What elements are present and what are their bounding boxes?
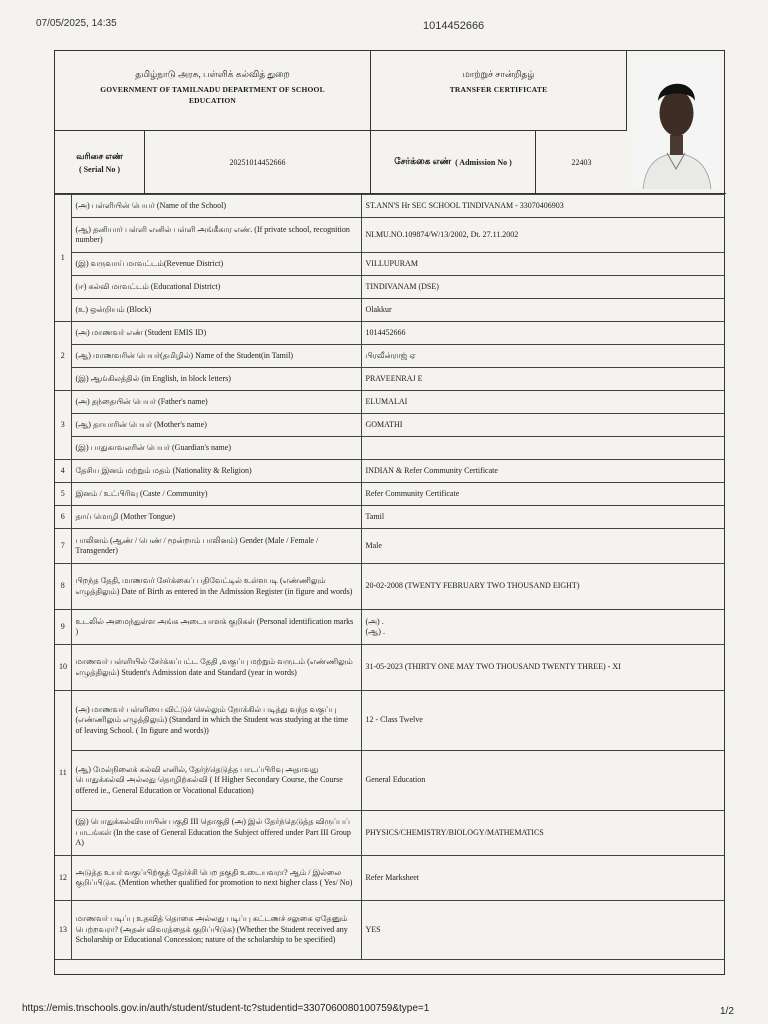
row-number: 1 xyxy=(55,195,71,322)
admission-label-english: ( Admission No ) xyxy=(455,157,512,167)
table-row xyxy=(55,610,724,645)
table-row xyxy=(55,276,724,299)
row-label: மாணவர் பள்ளியில் சேர்க்கப்பட்ட தேதி ,வகுப்பு மற்றும் வருடம் (எண்ணிலும் எழுத்திலும்) Student's Admission date and Standard (year in words) xyxy=(71,645,361,691)
print-doc-id: 1014452666 xyxy=(423,20,485,32)
row-number: 7 xyxy=(55,529,71,564)
row-value: பிரவீன்ராஜ் ஏ xyxy=(361,345,724,368)
row-value: 31-05-2023 (THIRTY ONE MAY TWO THOUSAND TWENTY THREE) - XI xyxy=(361,645,724,691)
print-page-number: 1/2 xyxy=(720,1006,734,1017)
table-row xyxy=(55,345,724,368)
serial-label xyxy=(55,131,145,193)
row-number: 13 xyxy=(55,901,71,960)
row-value: ELUMALAI xyxy=(361,391,724,414)
row-value: PRAVEENRAJ E xyxy=(361,368,724,391)
row-number: 10 xyxy=(55,645,71,691)
row-label: (இ) பொதுக்கல்வியாயின் பகுதி III தொகுதி (அ) இல் தேர்ந்தெடுத்த விருப்பப் பாடங்கள் (In the case of General Education the Subject offered under Part III Group A) xyxy=(71,811,361,856)
row-value: Tamil xyxy=(361,506,724,529)
serial-row xyxy=(55,131,627,194)
row-value: 12 - Class Twelve xyxy=(361,691,724,751)
table-row xyxy=(55,253,724,276)
row-value: Refer Community Certificate xyxy=(361,483,724,506)
print-url: https://emis.tnschools.gov.in/auth/student/student-tc?studentid=3307060080100759&type=1 xyxy=(22,1003,430,1014)
serial-label-tamil: வரிசை எண் xyxy=(76,150,123,161)
table-row xyxy=(55,645,724,691)
row-number: 4 xyxy=(55,460,71,483)
admission-label xyxy=(371,131,536,193)
row-label: மாணவர் படிப்பு உதவித் தொகை அல்லது படிப்பு கட்டணச் சலுகை ஏதேனும் பெற்றவரா? (அதன் விவரத்தைக் குறிப்பிடுக) (Whether the Student received any Scholarship or Educational Concession; nature of the scholarship to be specified) xyxy=(71,901,361,960)
row-label: (அ) தந்தையின் பெயர் (Father's name) xyxy=(71,391,361,414)
row-value xyxy=(361,437,724,460)
table-row xyxy=(55,751,724,811)
department-header xyxy=(55,51,371,131)
row-label: (ஆ) தனியார் பள்ளி எனில் பள்ளி அங்கீகார எண். (If private school, recognition number) xyxy=(71,218,361,253)
row-value: 20-02-2008 (TWENTY FEBRUARY TWO THOUSAND EIGHT) xyxy=(361,564,724,610)
student-photo xyxy=(627,51,726,194)
table-row xyxy=(55,483,724,506)
table-row xyxy=(55,322,724,345)
certificate-sheet xyxy=(54,50,725,975)
admission-label-tamil: சேர்க்கை எண் xyxy=(394,156,452,166)
row-value: Olakkur xyxy=(361,299,724,322)
row-label: பாலினம் (ஆண் / பெண் / மூன்றாம் பாலினம்) Gender (Male / Female / Transgender) xyxy=(71,529,361,564)
row-label: (ஆ) மேல்நிலைக் கல்வி எனில், தேர்ந்தெடுத்த பாடப்பிரிவு அதாவது பொதுக்கல்வி அல்லது தொழிற்கல்வி ( If Higher Secondary Course, the Course offered ie., General Education or Vocational Education) xyxy=(71,751,361,811)
row-value: General Education xyxy=(361,751,724,811)
table-row xyxy=(55,811,724,856)
row-number: 5 xyxy=(55,483,71,506)
row-label: (இ) பாதுகாவலரின் பெயர் (Guardian's name) xyxy=(71,437,361,460)
table-row xyxy=(55,460,724,483)
admission-value xyxy=(536,131,627,193)
row-label: அடுத்த உயர் வகுப்பிற்குத் தேர்ச்சி பெற தகுதி உடையவரா? ஆம் / இல்லை குறிப்பிடுக. (Mention whether qualified for promotion to next higher class ( Yes/ No) xyxy=(71,856,361,901)
row-number: 11 xyxy=(55,691,71,856)
row-label: (உ) ஒன்றியம் (Block) xyxy=(71,299,361,322)
serial-value xyxy=(145,131,371,193)
table-row xyxy=(55,856,724,901)
table-row xyxy=(55,564,724,610)
row-label: தாய் மொழி (Mother Tongue) xyxy=(71,506,361,529)
table-row xyxy=(55,506,724,529)
row-value: GOMATHI xyxy=(361,414,724,437)
row-number: 3 xyxy=(55,391,71,460)
row-value: Male xyxy=(361,529,724,564)
table-row xyxy=(55,437,724,460)
department-english-2: EDUCATION xyxy=(188,96,237,105)
table-row xyxy=(55,218,724,253)
row-value: INDIAN & Refer Community Certificate xyxy=(361,460,724,483)
row-label: தேசிய இனம் மற்றும் மதம் (Nationality & Religion) xyxy=(71,460,361,483)
print-datetime: 07/05/2025, 14:35 xyxy=(36,18,117,29)
table-row xyxy=(55,901,724,960)
row-label: (இ) ஆங்கிலத்தில் (in English, in block letters) xyxy=(71,368,361,391)
row-label: (அ) மாணவர் பள்ளியை விட்டுச் செல்லும் நோக்கில் படித்து வந்த வகுப்பு (எண்ணிலும் எழுத்திலும்) (Standard in which the Student was studying at the time of leaving School. ( In figure and words)) xyxy=(71,691,361,751)
row-value: Refer Marksheet xyxy=(361,856,724,901)
certificate-table xyxy=(55,194,724,960)
table-row xyxy=(55,368,724,391)
table-row xyxy=(55,414,724,437)
serial-number: 20251014452666 xyxy=(229,157,286,167)
row-value: NI.MU.NO.109874/W/13/2002, Dt. 27.11.2002 xyxy=(361,218,724,253)
department-tamil: தமிழ்நாடு அரசு, பள்ளிக் கல்வித் துறை xyxy=(135,69,290,79)
department-english-1: GOVERNMENT OF TAMILNADU DEPARTMENT OF SCHOOL xyxy=(100,85,325,94)
row-value: ST.ANN'S Hr SEC SCHOOL TINDIVANAM - 33070406903 xyxy=(361,195,724,218)
table-row xyxy=(55,391,724,414)
row-number: 6 xyxy=(55,506,71,529)
row-value: 1014452666 xyxy=(361,322,724,345)
row-label: (இ) வருவாய் மாவட்டம்(Revenue District) xyxy=(71,253,361,276)
row-number: 12 xyxy=(55,856,71,901)
row-label: (அ) மாணவர் எண் (Student EMIS ID) xyxy=(71,322,361,345)
row-number: 2 xyxy=(55,322,71,391)
row-label: உடலில் அமைந்துள்ள அங்க அடையாளக் குறிகள் (Personal identification marks ) xyxy=(71,610,361,645)
table-row xyxy=(55,529,724,564)
table-row xyxy=(55,691,724,751)
row-label: (ஆ) தாயாரின் பெயர் (Mother's name) xyxy=(71,414,361,437)
admission-number: 22403 xyxy=(571,157,592,167)
row-value: (அ) . (ஆ) . xyxy=(361,610,724,645)
row-number: 9 xyxy=(55,610,71,645)
title-tamil: மாற்றுச் சான்றிதழ் xyxy=(462,69,535,79)
row-label: இனம் / உட்பிரிவு (Caste / Community) xyxy=(71,483,361,506)
row-value: TINDIVANAM (DSE) xyxy=(361,276,724,299)
row-label: (ஈ) கல்வி மாவட்டம் (Educational District) xyxy=(71,276,361,299)
row-number: 8 xyxy=(55,564,71,610)
row-value: VILLUPURAM xyxy=(361,253,724,276)
student-photo-icon xyxy=(633,57,720,189)
photo-image xyxy=(633,57,720,189)
certificate-title xyxy=(371,51,627,131)
table-row xyxy=(55,195,724,218)
title-english: TRANSFER CERTIFICATE xyxy=(449,85,548,94)
serial-label-english: ( Serial No ) xyxy=(78,164,121,174)
table-row xyxy=(55,299,724,322)
row-value: PHYSICS/CHEMISTRY/BIOLOGY/MATHEMATICS xyxy=(361,811,724,856)
row-label: (ஆ) மாணவரின் பெயர்(தமிழில்) Name of the Student(in Tamil) xyxy=(71,345,361,368)
row-label: (அ) பள்ளியின் பெயர் (Name of the School) xyxy=(71,195,361,218)
row-value: YES xyxy=(361,901,724,960)
row-label: பிறந்த தேதி, மாணவர் சேர்க்கைப் பதிவேட்டில் உள்ளபடி (எண்ணிலும் எழுத்திலும்) Date of Birth as entered in the Admission Register (in figure and words) xyxy=(71,564,361,610)
